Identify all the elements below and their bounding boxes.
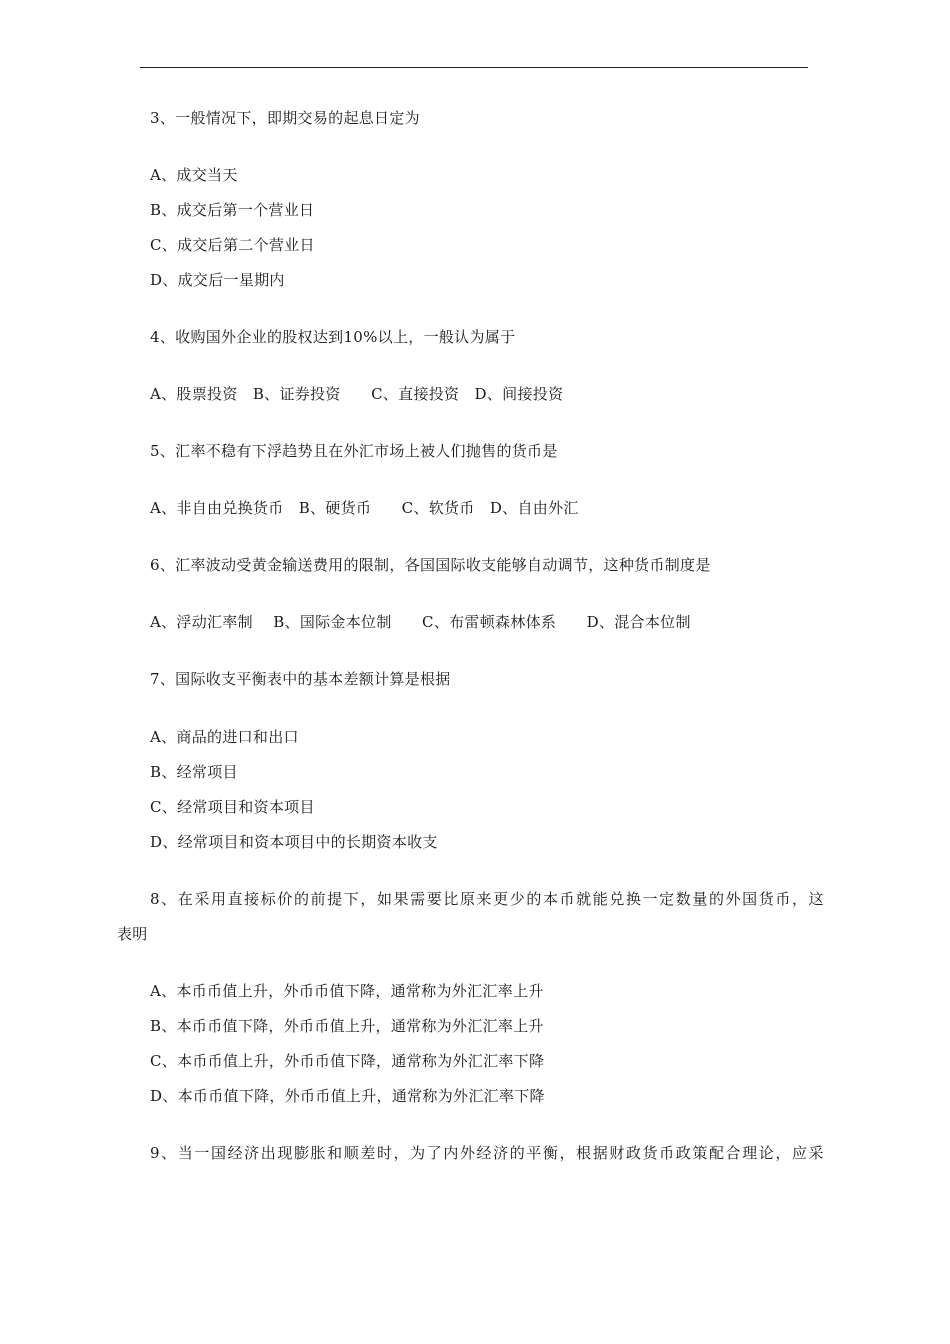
question-8-option-c: C、本币币值上升，外币币值下降，通常称为外汇汇率下降 (150, 1052, 545, 1070)
question-3-option-c: C、成交后第二个营业日 (150, 236, 315, 254)
question-8-option-b: B、本币币值下降，外币币值上升，通常称为外汇汇率上升 (150, 1017, 544, 1035)
question-3-option-b: B、成交后第一个营业日 (150, 201, 315, 219)
question-8-stem-line2: 表明 (117, 925, 148, 943)
question-3-option-d: D、成交后一星期内 (150, 271, 285, 289)
question-7-option-d: D、经常项目和资本项目中的长期资本收支 (150, 833, 438, 851)
question-3-option-a: A、成交当天 (150, 166, 238, 184)
question-4-stem: 4、收购国外企业的股权达到10%以上，一般认为属于 (150, 328, 516, 346)
question-6-options: A、浮动汇率制 B、国际金本位制 C、布雷顿森林体系 D、混合本位制 (150, 613, 691, 631)
question-5-options: A、非自由兑换货币 B、硬货币 C、软货币 D、自由外汇 (150, 499, 579, 517)
question-8-option-a: A、本币币值上升，外币币值下降，通常称为外汇汇率上升 (150, 982, 544, 1000)
question-3-stem: 3、一般情况下，即期交易的起息日定为 (150, 109, 420, 127)
question-7-stem: 7、国际收支平衡表中的基本差额计算是根据 (150, 670, 451, 688)
header-rule (140, 67, 808, 68)
question-7-option-a: A、商品的进口和出口 (150, 728, 299, 746)
question-7-option-c: C、经常项目和资本项目 (150, 798, 315, 816)
question-5-stem: 5、汇率不稳有下浮趋势且在外汇市场上被人们抛售的货币是 (150, 442, 558, 460)
question-6-stem: 6、汇率波动受黄金输送费用的限制，各国国际收支能够自动调节，这种货币制度是 (150, 556, 711, 574)
question-7-option-b: B、经常项目 (150, 763, 238, 781)
question-8-option-d: D、本币币值下降，外币币值上升，通常称为外汇汇率下降 (150, 1087, 545, 1105)
question-9-stem: 9、当一国经济出现膨胀和顺差时，为了内外经济的平衡，根据财政货币政策配合理论，应采 (150, 1144, 826, 1162)
question-8-stem-line1: 8、在采用直接标价的前提下，如果需要比原来更少的本币就能兑换一定数量的外国货币，这 (150, 890, 826, 908)
question-4-options: A、股票投资 B、证券投资 C、直接投资 D、间接投资 (150, 385, 564, 403)
